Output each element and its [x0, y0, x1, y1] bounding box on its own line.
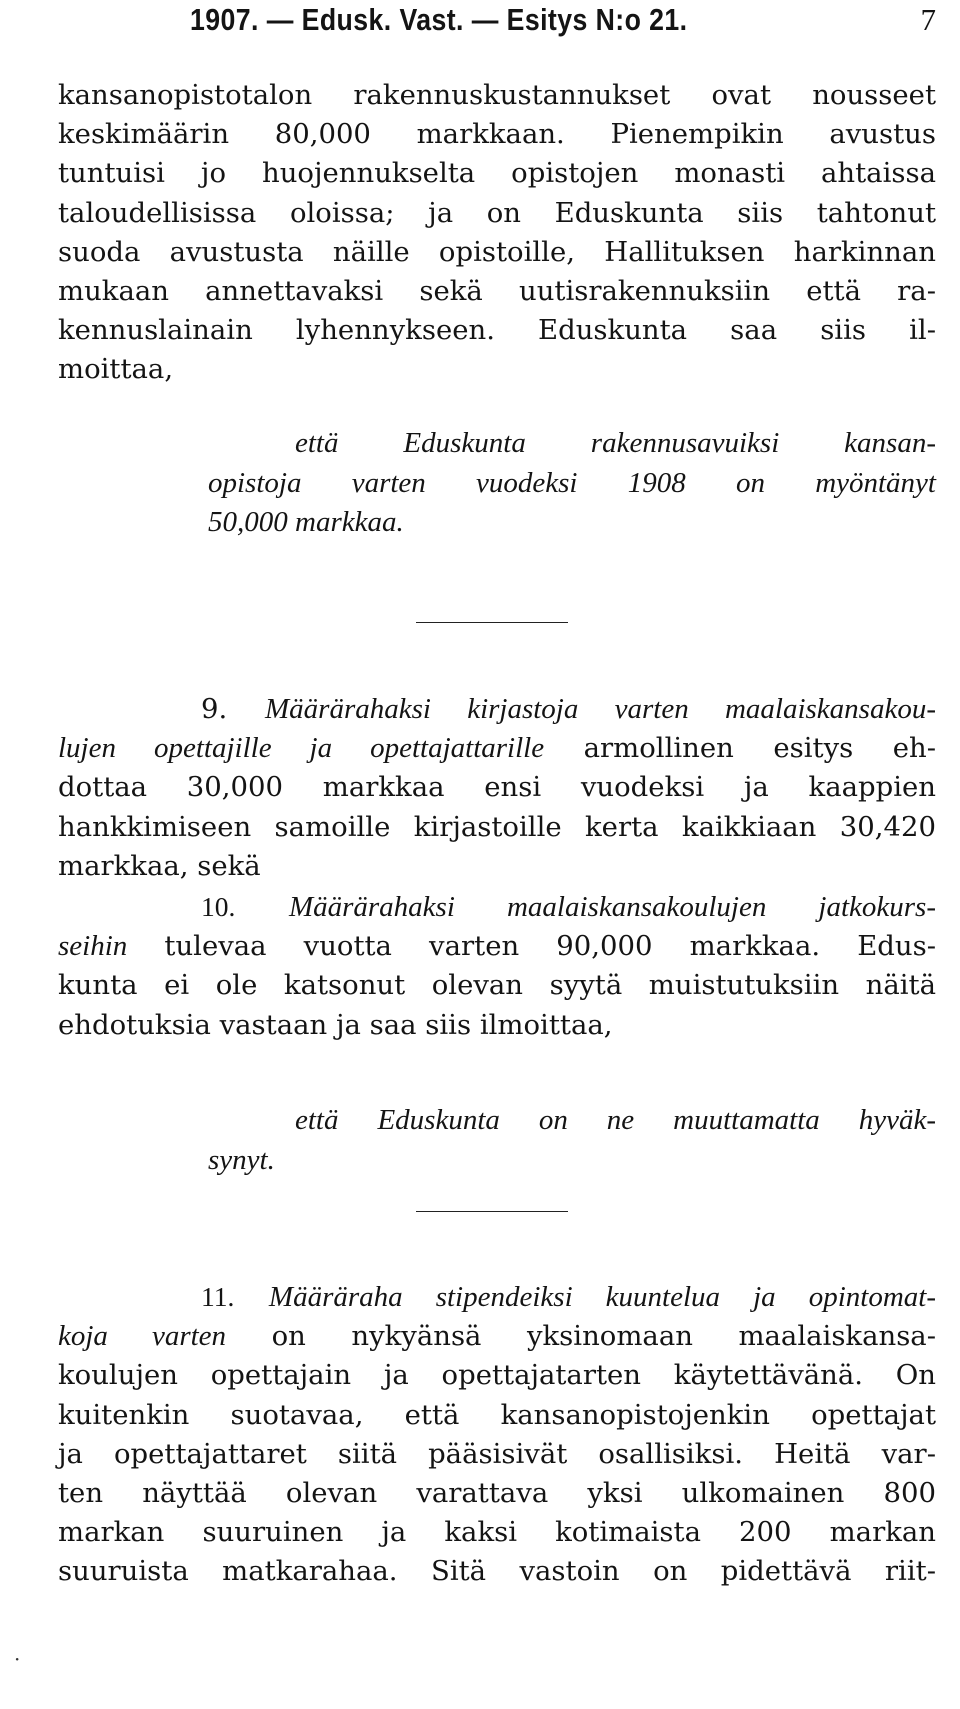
resolution-2 — [208, 1101, 936, 1180]
item-title: Määrärahaksi maalaiskansakoulujen jatkokurs- — [288, 891, 936, 923]
resolution-line: että Eduskunta on ne muuttamatta hyväk- — [295, 1104, 936, 1136]
item-title: Määrärahaksi kirjastoja varten maalaiskansakou- — [265, 693, 936, 725]
section-divider — [416, 1211, 568, 1212]
item-line: koulujen opettajain ja opettajatarten käytettävänä. On — [58, 1359, 936, 1392]
item-title: koja varten — [58, 1320, 227, 1353]
item-title: lujen opettajille ja opettajattarille — [58, 732, 545, 765]
paragraph-line: kansanopistotalon rakennuskustannukset ovat nousseet — [58, 79, 936, 111]
resolution-line: että Eduskunta rakennusavuiksi kansan- — [295, 427, 936, 459]
page-header — [0, 2, 960, 42]
item-text: tulevaa vuotta varten 90,000 markkaa. Edus- — [164, 930, 936, 963]
item-line: ten näyttää olevan varattava yksi ulkomainen 800 — [58, 1477, 936, 1510]
item-line — [58, 887, 936, 927]
item-line — [58, 729, 936, 768]
item-11 — [58, 1277, 936, 1592]
item-line: kuitenkin suotavaa, että kansanopistojenkin opettajat — [58, 1398, 936, 1431]
paragraph-line: suoda avustusta näille opistoille, Hallituksen harkinnan — [58, 235, 936, 268]
item-line: markan suuruinen ja kaksi kotimaista 200 markan — [58, 1516, 936, 1549]
page-number: 7 — [920, 2, 936, 37]
item-number: 10. — [201, 891, 236, 922]
item-line: kunta ei ole katsonut olevan syytä muistutuksiin näitä — [58, 969, 936, 1002]
resolution-1 — [208, 424, 936, 543]
item-line — [58, 690, 936, 729]
paragraph-line: kennuslainain lyhennykseen. Eduskunta saa siis il- — [58, 314, 936, 347]
item-line — [58, 927, 936, 966]
item-number: 11. — [201, 1281, 235, 1312]
item-line: ja opettajattaret siitä pääsisivät osallisiksi. Heitä var- — [58, 1437, 936, 1470]
paragraph-line: keskimäärin 80,000 markkaan. Pienempikin avustus — [58, 118, 936, 151]
item-9 — [58, 690, 936, 886]
item-10 — [58, 887, 936, 1045]
item-line: markkaa, sekä — [58, 849, 261, 882]
paragraph-line: moittaa, — [58, 353, 174, 386]
running-head: 1907. — Edusk. Vast. — Esitys N:o 21. — [190, 2, 688, 37]
item-line: dottaa 30,000 markkaa ensi vuodeksi ja kaappien — [58, 771, 936, 804]
item-title: seihin — [58, 930, 128, 963]
item-line: ehdotuksia vastaan ja saa siis ilmoittaa, — [58, 1008, 613, 1041]
section-divider — [416, 622, 568, 623]
resolution-line: 50,000 markkaa. — [208, 506, 404, 538]
item-line: suuruista matkarahaa. Sitä vastoin on pidettävä riit- — [58, 1555, 936, 1588]
item-title: Määräraha stipendeiksi kuuntelua ja opintomat- — [268, 1281, 936, 1313]
item-text: armollinen esitys eh- — [583, 732, 936, 765]
resolution-line: opistoja varten vuodeksi 1908 on myöntänyt — [208, 466, 936, 499]
paragraph-line: tuntuisi jo huojennukselta opistojen monasti ahtaissa — [58, 157, 936, 190]
item-number: 9. — [201, 693, 228, 725]
item-text: on nykyänsä yksinomaan maalaiskansa- — [271, 1320, 936, 1353]
item-line: hankkimiseen samoille kirjastoille kerta kaikkiaan 30,420 — [58, 810, 936, 843]
item-line — [58, 1317, 936, 1356]
resolution-line: synyt. — [208, 1143, 275, 1176]
item-line — [58, 1277, 936, 1317]
paragraph-line: mukaan annettavaksi sekä uutisrakennuksiin että ra- — [58, 275, 936, 308]
paragraph-1 — [58, 76, 936, 390]
paragraph-line: taloudellisissa oloissa; ja on Eduskunta siis tahtonut — [58, 196, 936, 229]
print-speck: · — [14, 1647, 21, 1671]
